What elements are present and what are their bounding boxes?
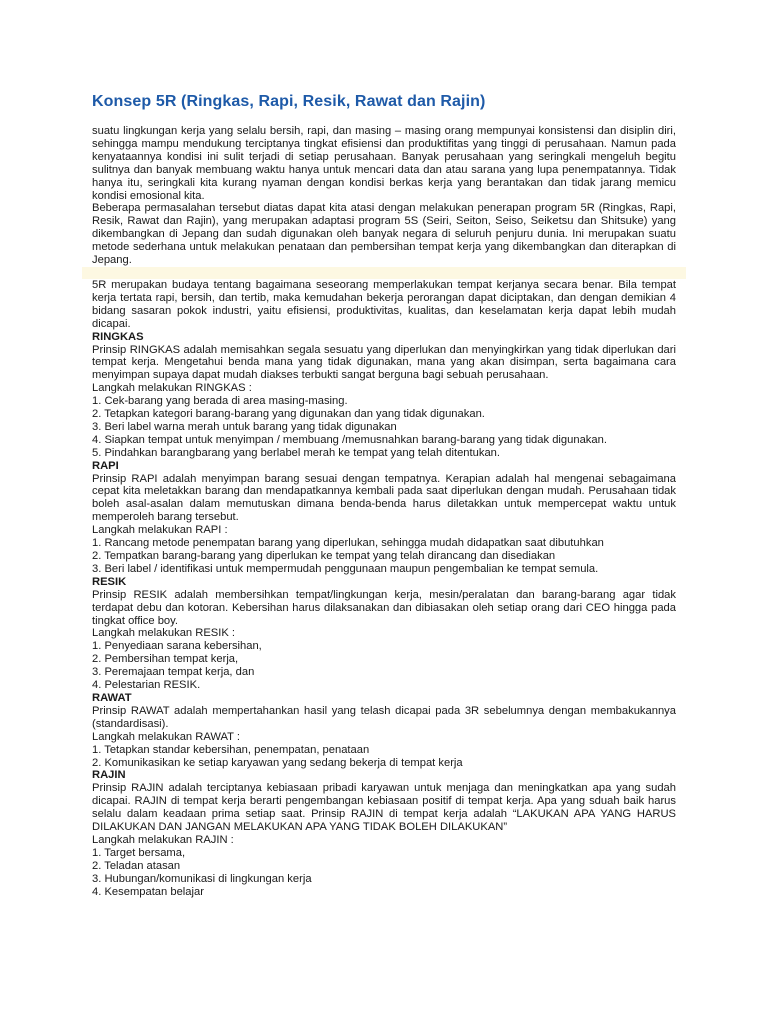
paragraph: Prinsip RINGKAS adalah memisahkan segala sesuatu yang diperlukan dan menyingkirkan yang tidak diperlukan dari tempat kerja. Mengetahui benda mana yang tidak digunakan, mana yang akan disimpan, serta bagaimana cara menyimpan supaya dapat mudah diakses terbukti sangat berguna bagi sebuah perusahaan. [92,343,676,382]
list-item: 2. Komunikasikan ke setiap karyawan yang sedang bekerja di tempat kerja [92,756,463,769]
list-item: 4. Kesempatan belajar [92,885,204,898]
list-item: 1. Cek-barang yang berada di area masing-masing. [92,395,348,408]
paragraph: Prinsip RAWAT adalah mempertahankan hasil yang telash dicapai pada 3R sebelumnya dengan membakukannya (standardisasi). [92,704,676,730]
article-body [92,125,676,898]
list-item: Langkah melakukan RAWAT : [92,730,240,743]
list-item: Langkah melakukan RESIK : [92,627,236,640]
list-item: 2. Teladan atasan [92,859,181,872]
page-title: Konsep 5R (Ringkas, Rapi, Resik, Rawat dan Rajin) [92,93,486,110]
list-item: Langkah melakukan RINGKAS : [92,382,252,395]
list-item: 1. Rancang metode penempatan barang yang diperlukan, sehingga mudah didapatkan saat dibutuhkan [92,537,604,550]
list-item: 1. Penyediaan sarana kebersihan, [92,640,262,653]
paragraph: Prinsip RESIK adalah membersihkan tempat/lingkungan kerja, mesin/peralatan dan barang-barang agar tidak terdapat debu dan kotoran. Kebersihan harus dilaksanakan dan dibiasakan oleh setiap orang dari CEO hingga pada tingkat office boy. [92,588,676,627]
section-heading: RAWAT [92,691,132,704]
paragraph: Prinsip RAJIN adalah terciptanya kebiasaan pribadi karyawan untuk menjaga dan meningkatkan apa yang sudah dicapai. RAJIN di tempat kerja berarti pengembangan kebiasaan positif di tempat kerja. Apa yang sduah baik harus selalu dalam keadaan prima setiap saat. Prinsip RAJIN di tempat kerja adalah “LAKUKAN APA YANG HARUS DILAKUKAN DAN JANGAN MELAKUKAN APA YANG TIDAK BOLEH DILAKUKAN” [92,782,676,834]
section-heading: RESIK [92,575,127,588]
paragraph: Beberapa permasalahan tersebut diatas dapat kita atasi dengan melakukan penerapan program 5R (Ringkas, Rapi, Resik, Rawat dan Rajin), yang merupakan adaptasi program 5S (Seiri, Seiton, Seiso, Seiketsu dan Shitsuke) yang dikembangkan di Jepang dan sudah digunakan oleh banyak negara di seluruh penjuru dunia. Ini merupakan suatu metode sederhana untuk melakukan penataan dan pembersihan tempat kerja yang dikembangkan dan diterapkan di Jepang. [92,202,676,267]
highlight-band [82,267,686,279]
list-item: 2. Pembersihan tempat kerja, [92,653,239,666]
list-item: 5. Pindahkan barangbarang yang berlabel merah ke tempat yang telah ditentukan. [92,446,501,459]
list-item: Langkah melakukan RAPI : [92,524,228,537]
list-item: Langkah melakukan RAJIN : [92,833,234,846]
section-heading: RAJIN [92,769,126,782]
list-item: 2. Tetapkan kategori barang-barang yang digunakan dan yang tidak digunakan. [92,408,485,421]
list-item: 4. Siapkan tempat untuk menyimpan / membuang /memusnahkan barang-barang yang tidak digunakan. [92,433,607,446]
list-item: 3. Beri label / identifikasi untuk mempermudah penggunaan maupun pengembalian ke tempat semula. [92,562,599,575]
list-item: 1. Target bersama, [92,846,186,859]
list-item: 2. Tempatkan barang-barang yang diperlukan ke tempat yang telah dirancang dan disediakan [92,550,556,562]
list-item: 3. Beri label warna merah untuk barang yang tidak digunakan [92,420,397,433]
list-item: 1. Tetapkan standar kebersihan, penempatan, penataan [92,743,370,756]
paragraph: suatu lingkungan kerja yang selalu bersih, rapi, dan masing – masing orang mempunyai konsistensi dan disiplin diri, sehingga mampu mendukung terciptanya tingkat efisiensi dan produktifitas yang tinggi di perusahaan. Namun pada kenyataannya kondisi ini sulit terjadi di setiap perusahaan. Banyak perusahaan yang seringkali mengeluh begitu sulitnya dan banyak membuang waktu hanya untuk mencari data dan atau sarana yang lupa penempatannya. Tidak hanya itu, seringkali kita kurang nyaman dengan kondisi berkas kerja yang berantakan dan tidak jarang memicu kondisi emosional kita. [92,125,676,202]
list-item: 4. Pelestarian RESIK. [92,679,201,692]
list-item: 3. Hubungan/komunikasi di lingkungan kerja [92,872,312,885]
paragraph: 5R merupakan budaya tentang bagaimana seseorang memperlakukan tempat kerjanya secara benar. Bila tempat kerja tertata rapi, bersih, dan tertib, maka kemudahan bekerja perorangan dapat diciptakan, dan dengan demikian 4 bidang sasaran pokok industri, yaitu efisiensi, produktivitas, kualitas, dan keselamatan kerja dapat lebih mudah dicapai. [92,278,676,330]
list-item: 3. Peremajaan tempat kerja, dan [92,666,255,679]
paragraph: Prinsip RAPI adalah menyimpan barang sesuai dengan tempatnya. Kerapian adalah hal mengenai sebagaimana cepat kita meletakkan barang dan mendapatkannya kembali pada saat diperlukan dengan mudah. Perusahaan tidak boleh asal-asalan dalam memutuskan dimana benda-benda harus diletakkan untuk mempercepat waktu untuk memperoleh barang tersebut. [92,472,676,524]
section-heading: RAPI [92,459,119,472]
section-heading: RINGKAS [92,330,144,343]
